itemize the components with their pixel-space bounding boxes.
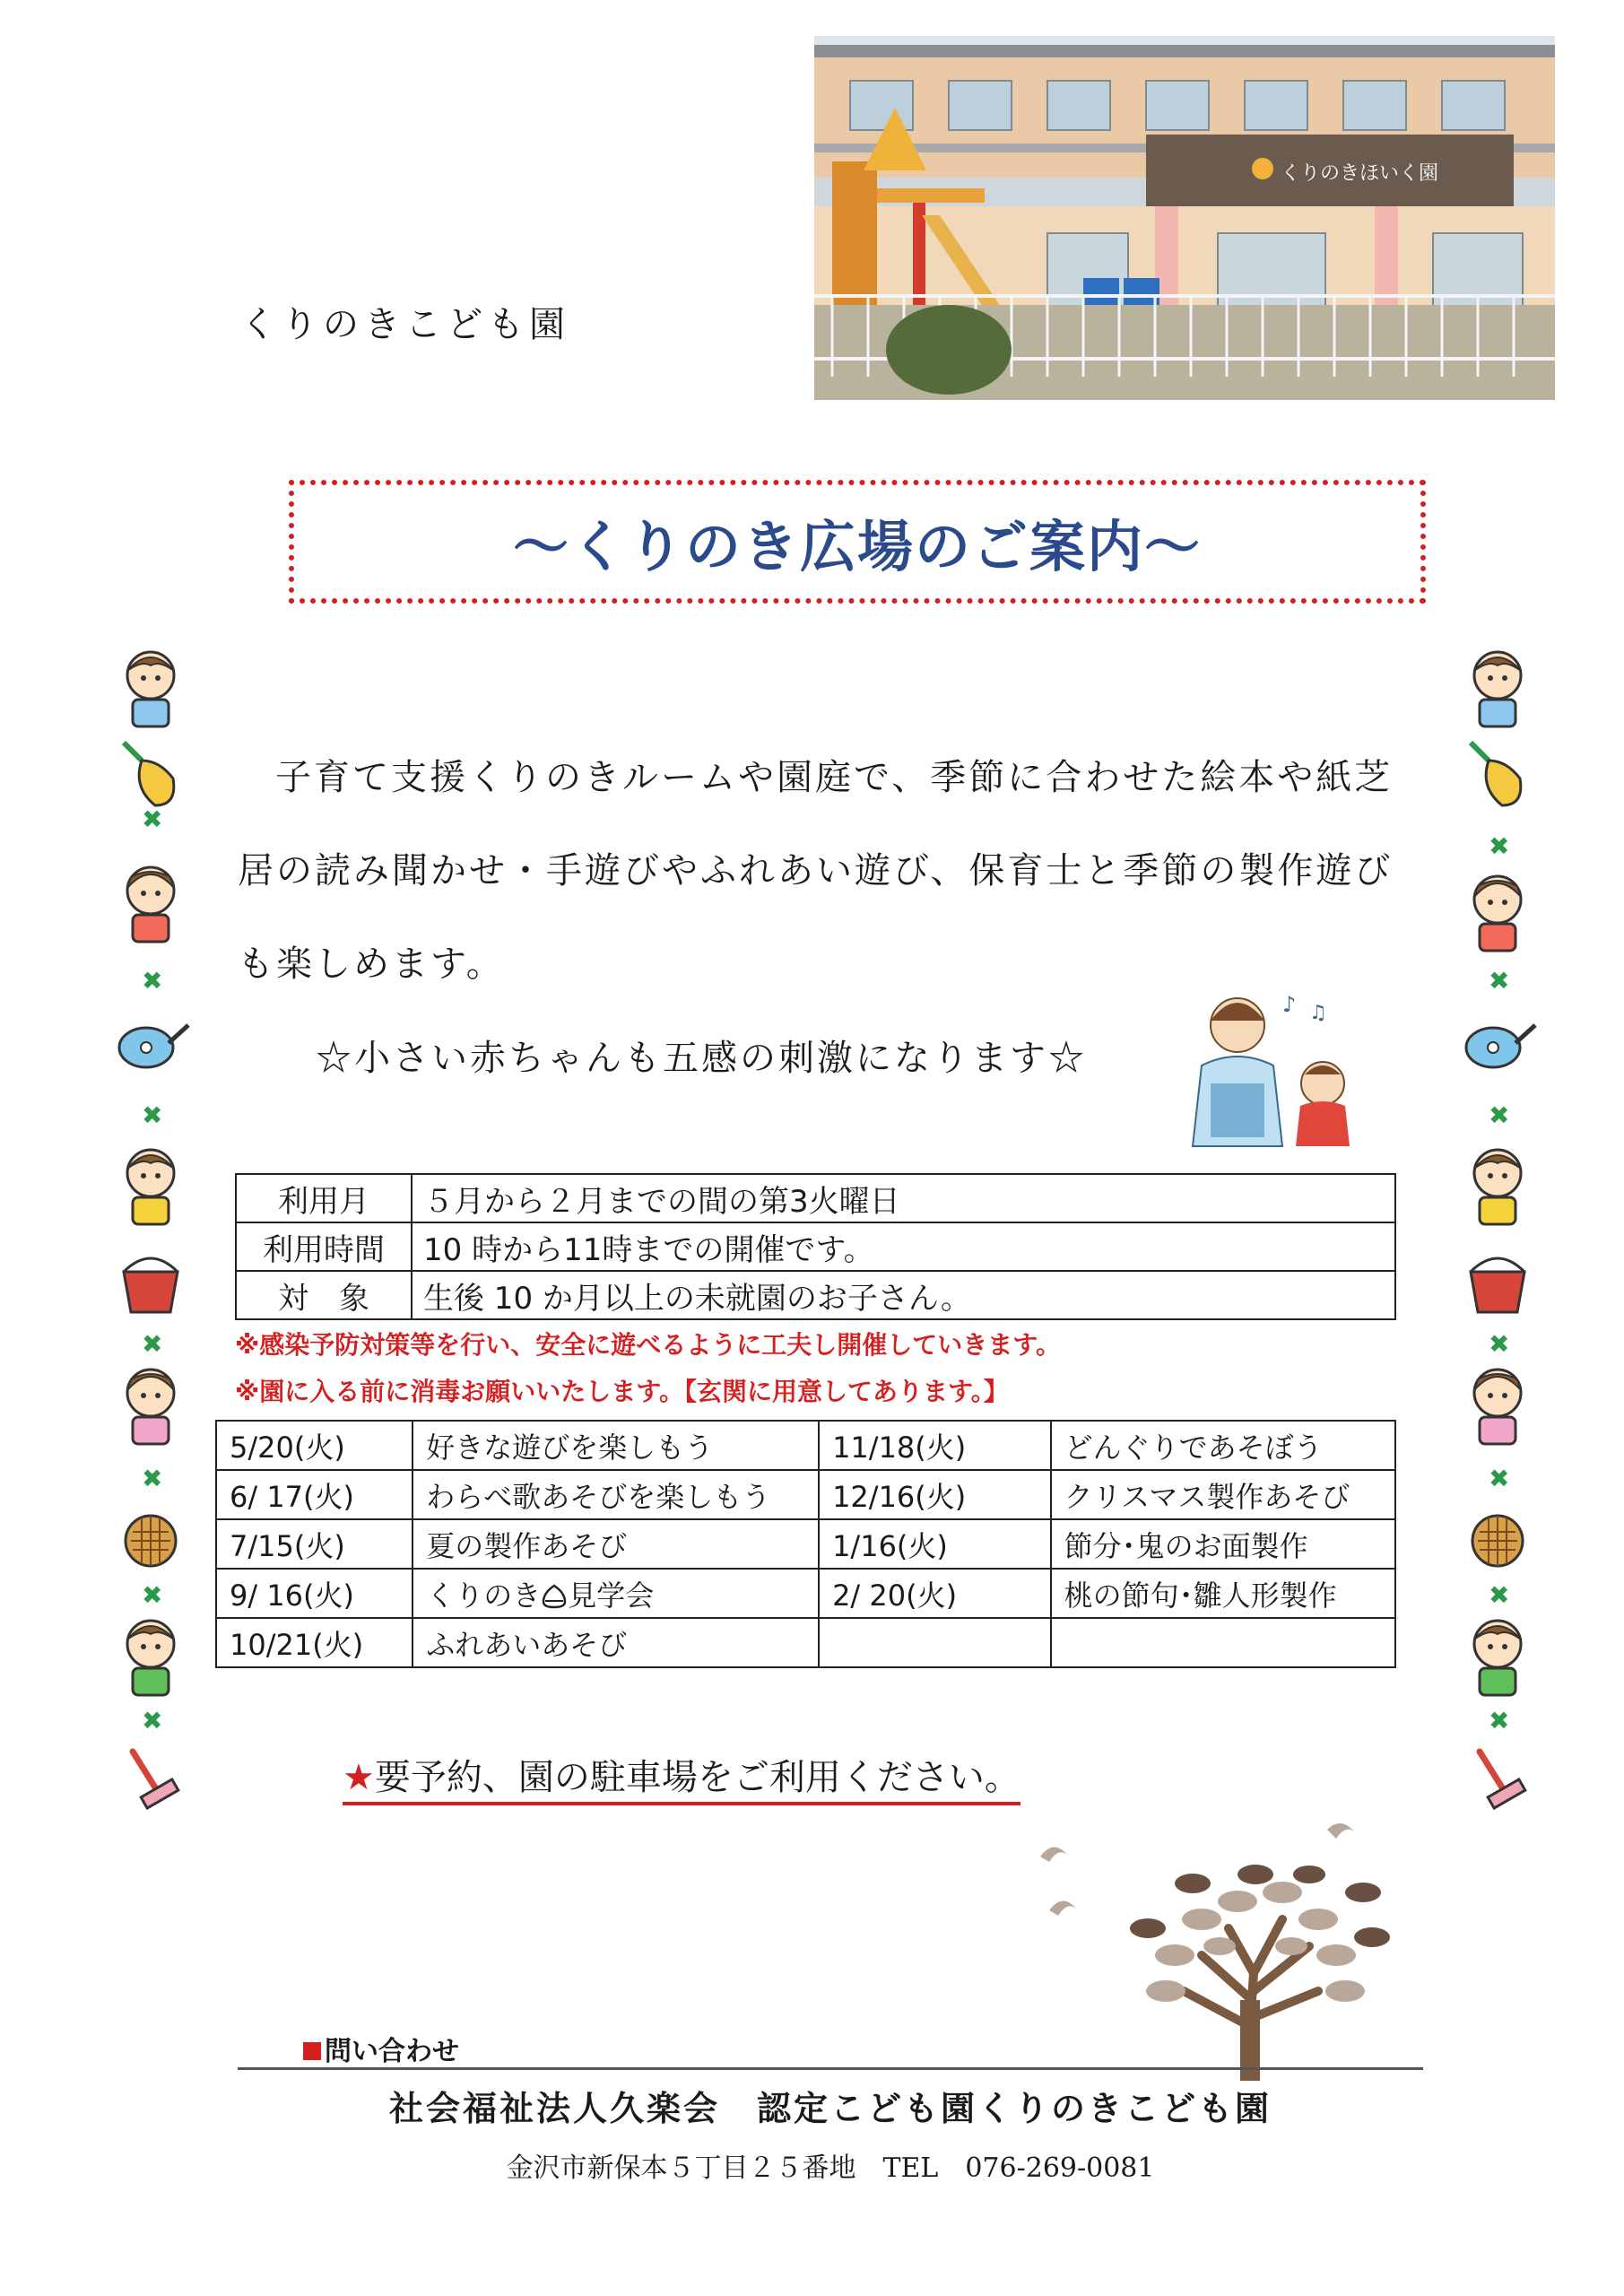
sieve-icon <box>106 1496 195 1586</box>
svg-text:✖: ✖ <box>142 1464 163 1493</box>
schedule-event: 桃の節句･雛人形製作 <box>1051 1569 1395 1618</box>
tree-illustration <box>1022 1821 1417 2081</box>
girl-icon <box>1453 1361 1542 1451</box>
svg-text:✖: ✖ <box>142 1706 163 1735</box>
schedule-date: 11/18(火) <box>819 1421 1051 1470</box>
usage-info-table <box>235 1173 1396 1320</box>
school-name: くりのきこども園 <box>240 304 570 345</box>
boy-icon <box>1453 1613 1542 1702</box>
schedule-event: 好きな遊びを楽しもう <box>413 1421 819 1470</box>
event-text-post: 見学会 <box>568 1578 655 1613</box>
intro-line: も楽しめます。 <box>238 944 505 985</box>
clover-icon <box>106 1577 195 1613</box>
contact-label-text: 問い合わせ <box>325 2036 459 2067</box>
schedule-date: 1/16(火) <box>819 1519 1051 1569</box>
rake-icon <box>1453 1738 1542 1828</box>
clover-icon <box>1453 828 1542 864</box>
page-title: ～くりのき広場のご案内～ <box>512 513 1202 579</box>
schedule-event: クリスマス製作あそび <box>1051 1470 1395 1519</box>
schedule-event: 夏の製作あそび <box>413 1519 819 1569</box>
table-row <box>216 1569 1395 1618</box>
info-value: 10 時から11時までの開催です。 <box>412 1222 1395 1271</box>
clover-icon <box>1453 1702 1542 1738</box>
intro-paragraph <box>238 731 1394 1011</box>
girl-icon <box>1453 868 1542 958</box>
info-label: 利用時間 <box>236 1222 412 1271</box>
building-sign: くりのきほいく園 <box>1281 162 1439 185</box>
rake-icon <box>106 1738 195 1828</box>
svg-text:✖: ✖ <box>1489 1100 1510 1130</box>
organization-name: 社会福祉法人久楽会 認定こども園くりのきこども園 <box>388 2088 1272 2128</box>
info-value: 生後 10 か月以上の未就園のお子さん。 <box>412 1271 1395 1319</box>
clover-icon <box>106 1702 195 1738</box>
svg-text:✖: ✖ <box>142 966 163 996</box>
reservation-note <box>343 1749 1020 1805</box>
schedule-event <box>1051 1618 1395 1667</box>
clover-icon <box>106 1326 195 1361</box>
sieve-icon <box>1453 1496 1542 1586</box>
svg-text:✖: ✖ <box>1489 1464 1510 1493</box>
schedule-date: 7/15(火) <box>216 1519 413 1569</box>
building-photo <box>814 36 1555 400</box>
highlight-text: ☆小さい赤ちゃんも五感の刺激になります☆ <box>316 1038 1087 1079</box>
svg-text:✖: ✖ <box>142 1100 163 1130</box>
svg-text:✖: ✖ <box>1489 1329 1510 1359</box>
intro-line: 子育て支援くりのきルームや園庭で、季節に合わせた絵本や紙芝 <box>275 757 1394 798</box>
boy-icon <box>106 644 195 734</box>
svg-text:✖: ✖ <box>1489 966 1510 996</box>
table-row <box>216 1519 1395 1569</box>
boy-icon <box>106 1142 195 1231</box>
clover-icon <box>106 1097 195 1133</box>
svg-text:✖: ✖ <box>142 804 163 834</box>
schedule-event: どんぐりであそぼう <box>1051 1421 1395 1470</box>
clover-icon <box>106 962 195 998</box>
table-row <box>216 1470 1395 1519</box>
schedule-date: 6/ 17(火) <box>216 1470 413 1519</box>
clover-icon <box>1453 1326 1542 1361</box>
schedule-date: 2/ 20(火) <box>819 1569 1051 1618</box>
clover-icon <box>106 1460 195 1496</box>
boy-icon <box>1453 1142 1542 1231</box>
schedule-date <box>819 1618 1051 1667</box>
clover-icon <box>1453 1460 1542 1496</box>
mother-baby-illustration <box>1175 985 1381 1155</box>
schedule-event: 節分･鬼のお面製作 <box>1051 1519 1395 1569</box>
info-label: 利用月 <box>236 1174 412 1222</box>
bucket-icon <box>1453 1240 1542 1330</box>
svg-text:✖: ✖ <box>142 1329 163 1359</box>
clover-icon <box>1453 962 1542 998</box>
reservation-text: 要予約、園の駐車場をご利用ください。 <box>374 1757 1020 1798</box>
boy-icon <box>1453 644 1542 734</box>
svg-text:✖: ✖ <box>142 1580 163 1610</box>
table-row <box>216 1618 1395 1667</box>
note-disinfect: ※園に入る前に消毒お願いいたします。【玄関に用意してあります。】 <box>235 1377 1009 1406</box>
schedule-date: 5/20(火) <box>216 1421 413 1470</box>
address: 金沢市新保本５丁目２５番地 TEL 076-269-0081 <box>506 2152 1155 2184</box>
svg-text:♪: ♪ <box>1282 992 1297 1017</box>
table-row <box>236 1222 1395 1271</box>
table-row <box>236 1271 1395 1319</box>
svg-text:♫: ♫ <box>1309 1002 1327 1024</box>
schedule-event: わらべ歌あそびを楽しもう <box>413 1470 819 1519</box>
girl-icon <box>106 859 195 949</box>
intro-line: 居の読み聞かせ・手遊びやふれあい遊び、保育士と季節の製作遊び <box>238 850 1394 891</box>
table-row <box>216 1421 1395 1470</box>
schedule-event: ふれあいあそび <box>413 1618 819 1667</box>
bucket-icon <box>106 1240 195 1330</box>
watering-can-icon <box>1453 1003 1542 1092</box>
title-box <box>289 480 1426 604</box>
chestnut-icon <box>541 1578 568 1613</box>
schedule-table <box>215 1420 1396 1668</box>
schedule-event <box>413 1569 819 1618</box>
shovel-icon <box>1453 734 1542 823</box>
clover-icon <box>106 801 195 837</box>
info-value: ５月から２月までの間の第3火曜日 <box>412 1174 1395 1222</box>
clover-icon <box>1453 1097 1542 1133</box>
star-icon: ★ <box>343 1757 375 1798</box>
schedule-date: 10/21(火) <box>216 1618 413 1667</box>
table-row <box>236 1174 1395 1222</box>
event-text-pre: くりのき <box>426 1578 542 1613</box>
clover-icon <box>1453 1577 1542 1613</box>
watering-can-icon <box>106 1003 195 1092</box>
schedule-date: 9/ 16(火) <box>216 1569 413 1618</box>
note-infection: ※感染予防対策等を行い、安全に遊べるように工夫し開催していきます。 <box>235 1330 1061 1360</box>
svg-text:✖: ✖ <box>1489 831 1510 861</box>
svg-text:✖: ✖ <box>1489 1706 1510 1735</box>
contact-divider <box>238 2067 1423 2070</box>
svg-text:✖: ✖ <box>1489 1580 1510 1610</box>
bullet-square-icon <box>303 2042 321 2060</box>
contact-label <box>303 2029 459 2068</box>
schedule-date: 12/16(火) <box>819 1470 1051 1519</box>
boy-icon <box>106 1613 195 1702</box>
girl-icon <box>106 1361 195 1451</box>
info-label: 対 象 <box>236 1271 412 1319</box>
